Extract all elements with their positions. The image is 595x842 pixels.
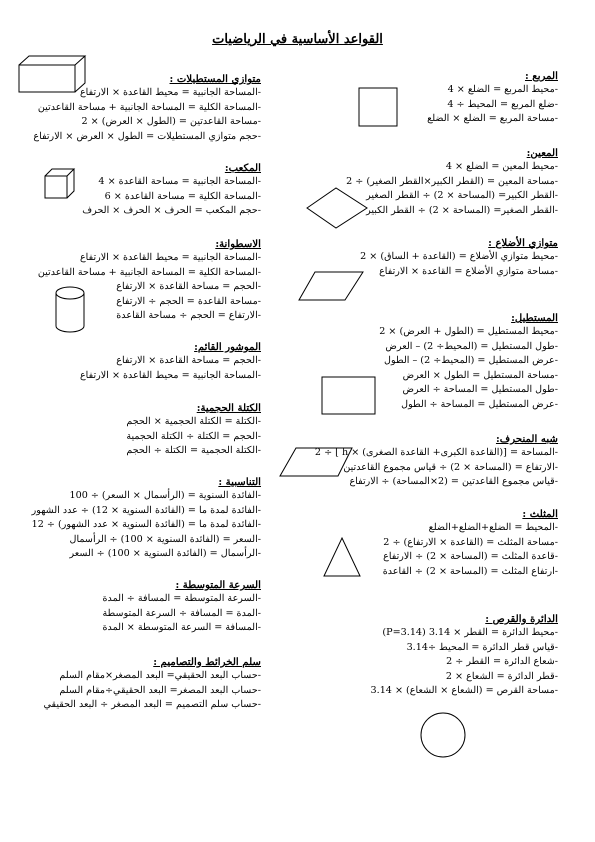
section-heading: شبه المنحرف: (495, 433, 558, 445)
formula-line: -مساحة متوازي الأضلاع = القاعدة × الارتفاع (379, 265, 558, 277)
section-density (126, 401, 261, 459)
formula-line: -السعر = (الفائدة السنوية × 100) ÷ الرأسمال (69, 533, 261, 545)
section-heading: المربع : (524, 70, 558, 82)
formula-line: -محيط المعين = الضلع × 4 (445, 161, 558, 172)
formula-line: -المساحة = [(القاعدة الكبرى+ القاعدة الصغرى) × h ] ÷ 2 (314, 447, 558, 458)
formula-line: -الحجم = مساحة القاعدة × الارتفاع (116, 281, 261, 293)
rhombus-drawing (305, 186, 369, 230)
rectangle-drawing (321, 376, 377, 416)
formula-line: -حجم متوازي المستطيلات = الطول × العرض × الارتفاع (33, 130, 261, 142)
formula-line: -مساحة القرص = (الشعاع × الشعاع) × 3.14 (370, 685, 558, 697)
formula-line: -السرعة المتوسطة = المسافة ÷ المدة (102, 593, 261, 604)
formula-line: -المساحة الجانبية = محيط القاعدة × الارتفاع (79, 369, 261, 381)
page-title: القواعد الأساسية في الرياضيات (212, 32, 383, 47)
formula-line: -شعاع الدائرة = القطر ÷ 2 (446, 656, 558, 668)
formula-line: -مساحة المعين = (القطر الكبير×القطر الصغير) ÷ 2 (346, 175, 558, 187)
section-average-speed (103, 578, 261, 636)
section-triangle (383, 507, 558, 579)
section-heading: المكعب: (224, 162, 261, 174)
formula-line: -محيط الدائرة = القطر × 3.14 (P=3.14) (382, 627, 558, 638)
formula-line: -الارتفاع = (المساحة × 2) ÷ قياس مجموع القاعدتين (343, 461, 558, 473)
formula-line: -المدة = المسافة ÷ السرعة المتوسطة (102, 607, 261, 619)
formula-line: -قياس مجموع القاعدتين = (2×المساحة) ÷ الارتفاع (349, 476, 558, 488)
section-heading: المعين: (526, 147, 558, 159)
formula-line: -طول المستطيل = (المحيط÷ 2) – العرض (385, 340, 558, 352)
section-heading: متوازي الأضلاع : (488, 237, 558, 249)
formula-line: -المساحة الجانبية = محيط القاعدة × الارتفاع (79, 252, 261, 263)
formula-line: -مساحة المثلث = (القاعدة × الارتفاع) ÷ 2 (383, 536, 558, 548)
circle-drawing (419, 711, 469, 761)
section-heading: الاسطوانة: (215, 238, 261, 250)
parallelogram-drawing (297, 270, 365, 302)
formula-line: -حساب البعد الحقيقي= البعد المصغر×مقام السلم (59, 670, 261, 681)
formula-line: -قاعدة المثلث = (المساحة × 2) ÷ الارتفاع (383, 551, 558, 563)
square-drawing (358, 87, 400, 129)
formula-line: -الارتفاع = الحجم ÷ مساحة القاعدة (116, 310, 261, 322)
formula-line: -الفائدة لمدة ما = (الفائدة السنوية × 12) ÷ عدد الشهور (31, 504, 261, 516)
formula-line: -محيط متوازي الأضلاع = (القاعدة + الساق) × 2 (360, 251, 558, 262)
formula-line: -الفائدة السنوية = (الرأسمال × السعر) ÷ 100 (69, 490, 261, 501)
section-heading: المثلث : (522, 508, 558, 520)
formula-line: -ارتفاع المثلث = (المساحة × 2) ÷ القاعدة (382, 565, 558, 577)
formula-line: -قياس قطر الدائرة = المحيط ÷3.14 (406, 641, 558, 653)
section-heading: المستطيل: (511, 312, 558, 324)
formula-line: -حجم المكعب = الحرف × الحرف × الحرف (82, 205, 261, 217)
formula-line: -حساب سلم التصميم = البعد المصغر ÷ البعد الحقيقي (43, 699, 261, 711)
formula-line: -الفائدة لمدة ما = (الفائدة السنوية × عدد الشهور) ÷ 12 (31, 519, 261, 531)
formula-line: -الكتلة الحجمية = الكتلة ÷ الحجم (126, 445, 261, 457)
section-rhombus (346, 146, 558, 218)
section-prism (80, 340, 261, 383)
section-heading: الموشور القائم: (194, 341, 261, 353)
formula-line: -المساحة الجانبية = محيط القاعدة × الارتفاع (79, 87, 261, 98)
section-heading: السرعة المتوسطة : (175, 579, 261, 591)
formula-line: -المسافة = السرعة المتوسطة × المدة (102, 622, 261, 634)
formula-line: -طول المستطيل = المساحة ÷ العرض (402, 384, 558, 396)
section-parallelogram (360, 236, 558, 279)
section-heading: التناسبية : (218, 476, 261, 488)
formula-line: -مساحة المستطيل = الطول × العرض (402, 369, 558, 381)
section-proportionality (32, 475, 261, 562)
cylinder-drawing (54, 286, 86, 334)
formula-line: -المحيط = الضلع+الضلع+الضلع (428, 522, 558, 533)
cube-drawing (44, 168, 76, 200)
formula-line: -المساحة الكلية = المساحة الجانبية + مساحة القاعدتين (37, 266, 261, 278)
triangle-drawing (322, 536, 362, 578)
formula-line: -مساحة المربع = الضلع × الضلع (427, 113, 558, 125)
formula-line: -مساحة القاعدتين = (الطول × العرض) × 2 (81, 116, 261, 128)
formula-line: -عرض المستطيل = (المحيط÷ 2) – الطول (384, 355, 558, 367)
section-heading: متوازي المستطيلات : (169, 73, 261, 85)
formula-line: -عرض المستطيل = المساحة ÷ الطول (401, 398, 558, 410)
formula-line: -قطر الدائرة = الشعاع × 2 (445, 670, 558, 682)
formula-line: -القطر الصغير= (المساحة × 2) ÷ القطر الكبير (366, 204, 558, 216)
section-heading: الدائرة والقرص : (485, 613, 558, 625)
trapezoid-drawing (278, 446, 354, 478)
section-heading: الكتلة الحجمية: (196, 402, 261, 414)
section-square (427, 69, 558, 127)
formula-line: -القطر الكبير= (المساحة × 2) ÷ القطر الصغير (366, 190, 558, 202)
formula-line: -المساحة الجانبية = مساحة القاعدة × 4 (98, 176, 261, 187)
section-rectangle (379, 311, 558, 413)
formula-line: -الحجم = مساحة القاعدة × الارتفاع (116, 355, 261, 366)
formula-line: -محيط المستطيل = (الطول + العرض) × 2 (379, 326, 558, 337)
formula-line: -الرأسمال = (الفائدة السنوية × 100) ÷ السعر (69, 548, 261, 560)
section-circle (371, 612, 558, 699)
formula-line: -المساحة الكلية = المساحة الجانبية + مساحة القاعدتين (37, 101, 261, 113)
formula-line: -الكتلة = الكتلة الحجمية × الحجم (126, 416, 261, 427)
section-cube (82, 161, 261, 219)
formula-line: -حساب البعد المصغر= البعد الحقيقي÷مقام السلم (59, 684, 261, 696)
formula-line: -ضلع المربع = المحيط ÷ 4 (447, 98, 558, 110)
formula-line: -المساحة الكلية = مساحة القاعدة × 6 (104, 190, 261, 202)
formula-line: -مساحة القاعدة = الحجم ÷ الارتفاع (116, 295, 261, 307)
section-map-scale (44, 655, 261, 713)
cuboid-drawing (18, 55, 88, 95)
section-heading: سلم الخرائط والتصاميم : (153, 656, 261, 668)
formula-line: -محيط المربع = الضلع × 4 (447, 84, 558, 95)
formula-line: -الحجم = الكتلة ÷ الكتلة الحجمية (126, 430, 261, 442)
